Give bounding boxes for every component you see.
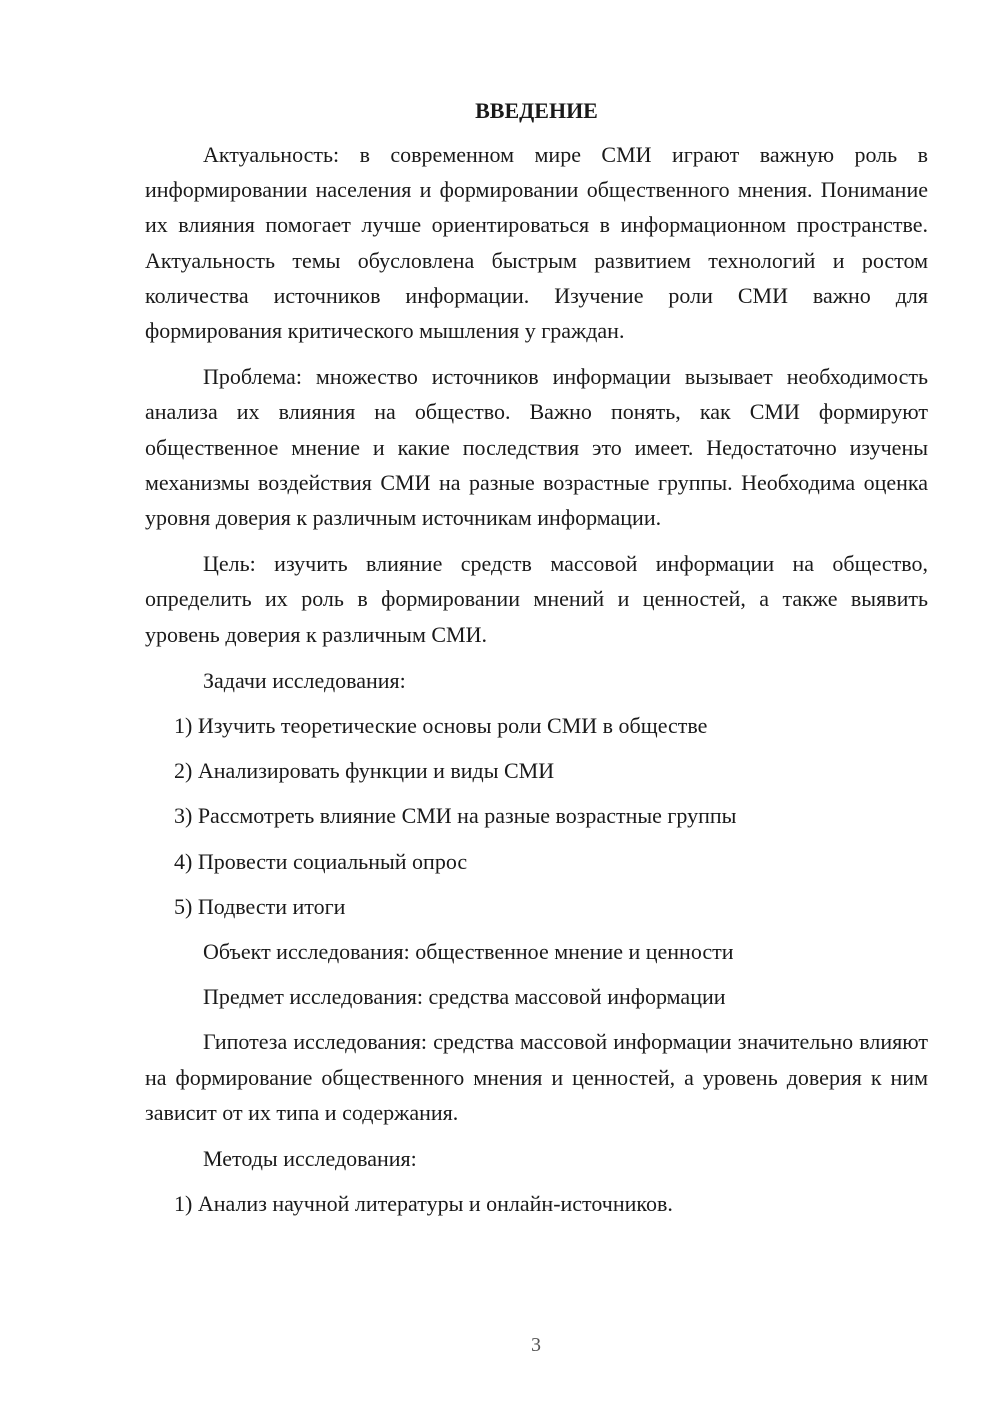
task-item: 1) Изучить теоретические основы роли СМИ в обществе [174,713,708,739]
task-item: 2) Анализировать функции и виды СМИ [174,758,555,784]
task-item: 4) Провести социальный опрос [174,848,468,874]
paragraph-hypothesis: Гипотеза исследования: средства массовой информации значительно влияют на формирование общественного мнения и ценностей, а уровень доверия к ним зависит от их типа и содержания. [145,1029,928,1125]
document-page [145,96,928,1231]
section-title: ВВЕДЕНИЕ [475,98,598,123]
task-item: 3) Рассмотреть влияние СМИ на разные возрастные группы [174,803,737,829]
paragraph-goal: Цель: изучить влияние средств массовой информации на общество, определить их роль в формировании мнений и ценностей, а также выявить уровень доверия к различным СМИ. [145,551,928,647]
research-object: Объект исследования: общественное мнение и ценности [203,939,734,965]
task-item: 5) Подвести итоги [174,893,346,919]
page-number: 3 [531,1334,541,1356]
method-item: 1) Анализ научной литературы и онлайн-источников. [174,1191,673,1217]
paragraph-problem: Проблема: множество источников информации вызывает необходимость анализа их влияния на общество. Важно понять, как СМИ формируют общественное мнение и какие последствия это имеет. Недостаточно изучены механизмы воздействия СМИ на разные возрастные группы. Необходима оценка уровня доверия к различным источникам информации. [145,364,928,531]
research-subject: Предмет исследования: средства массовой информации [203,984,726,1010]
paragraph-relevance: Актуальность: в современном мире СМИ играют важную роль в информировании населения и формировании общественного мнения. Понимание их влияния помогает лучше ориентироваться в информационном пространстве. Актуальность темы обусловлена быстрым развитием технологий и ростом количества источников информации. Изучение роли СМИ важно для формирования критического мышления у граждан. [145,142,928,344]
tasks-heading: Задачи исследования: [203,667,406,693]
methods-heading: Методы исследования: [203,1146,417,1172]
